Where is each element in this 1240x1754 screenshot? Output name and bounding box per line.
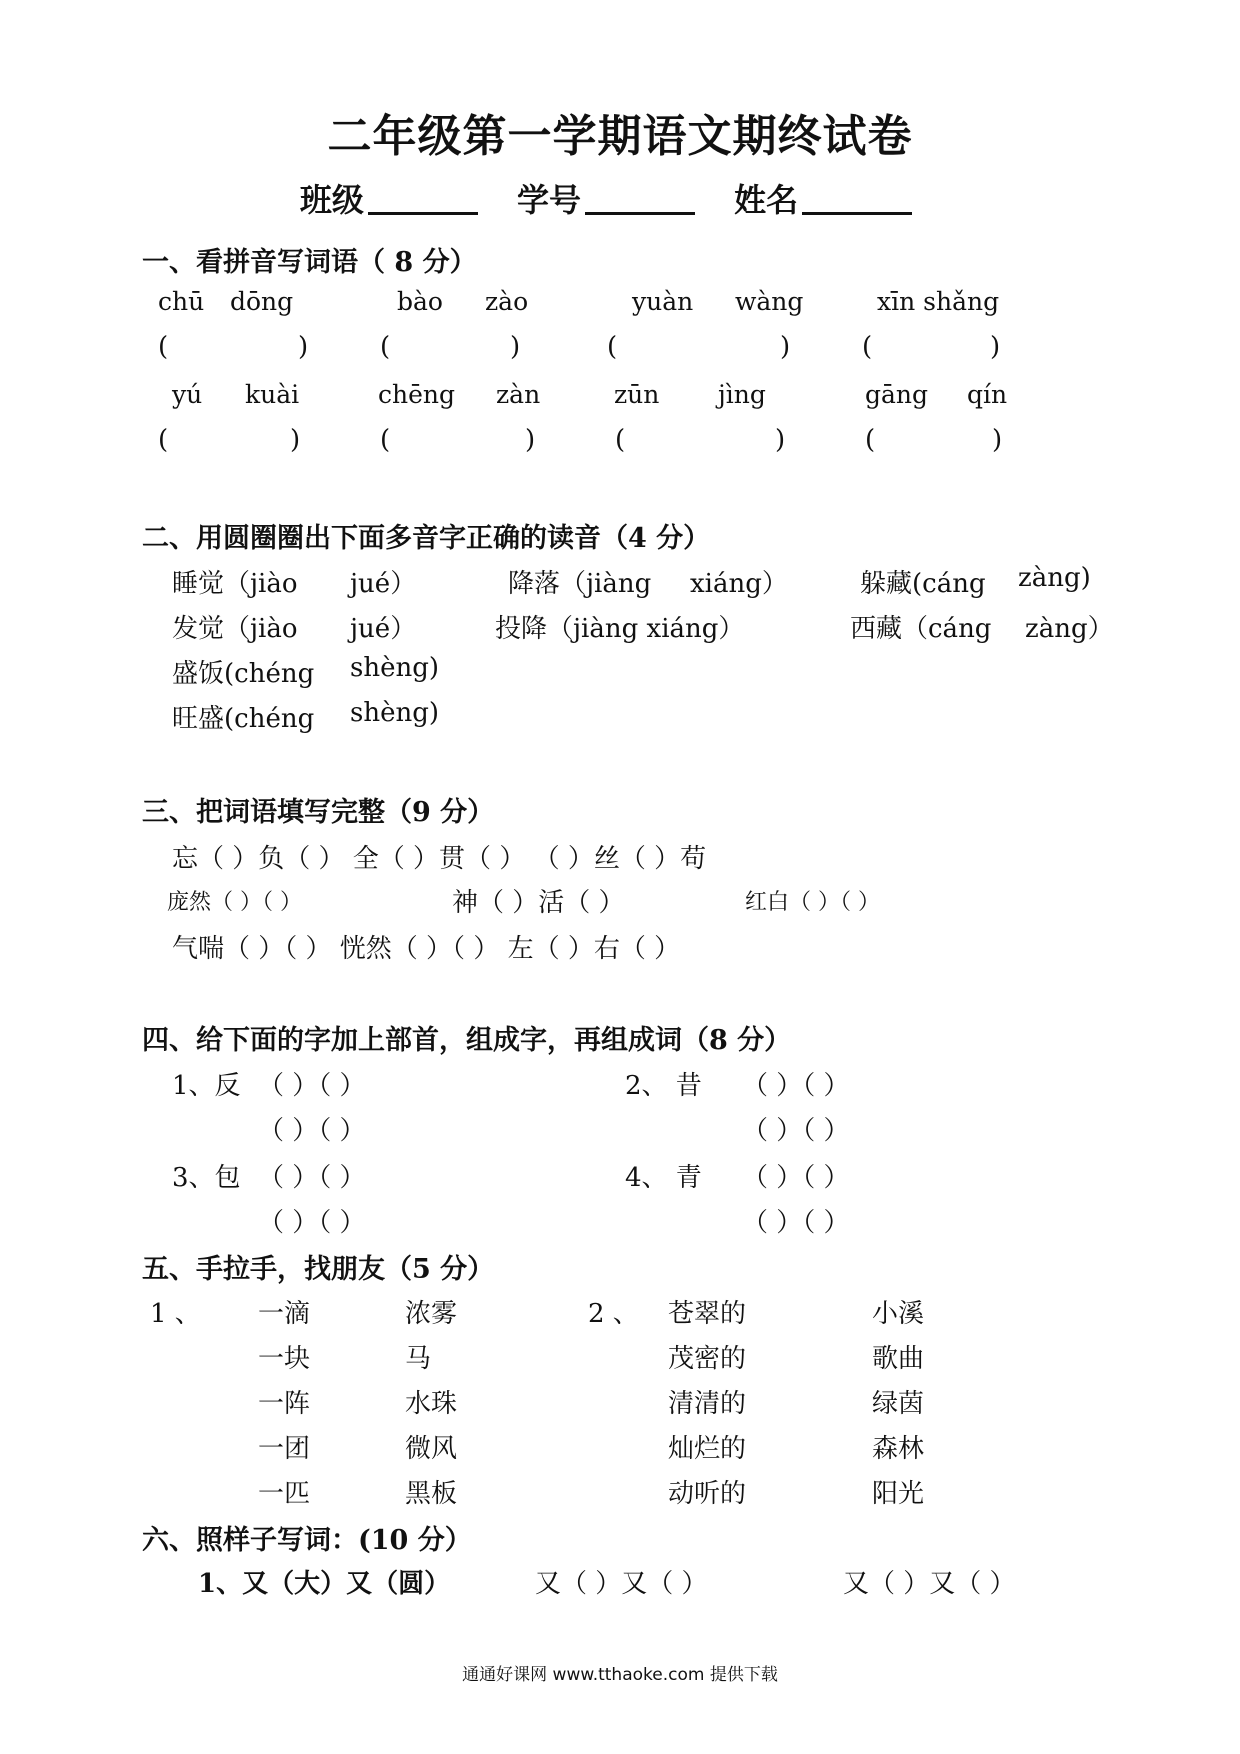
pinyin: gāng	[865, 380, 929, 409]
answer-paren-open: (	[158, 332, 169, 362]
match-word: 阳光	[872, 1479, 925, 1509]
answer-paren-close: )	[510, 332, 521, 362]
match-word: 一块	[258, 1344, 311, 1374]
polyphone-item: 降落（jiàng	[508, 569, 652, 599]
radical-blanks: （ ）（ ）	[742, 1116, 850, 1146]
radical-char: 4、 青	[625, 1163, 702, 1193]
radical-blanks: （ ）（ ）	[742, 1071, 850, 1101]
pinyin: jìng	[718, 380, 766, 409]
polyphone-item: zàng）	[1025, 614, 1114, 644]
radical-blanks: （ ）（ ）	[742, 1208, 850, 1238]
pinyin: qín	[967, 380, 1008, 409]
idiom-item: 红白（ ）（ ）	[745, 890, 880, 915]
section-5-heading: 五、手拉手，找朋友（5 分）	[142, 1254, 495, 1285]
polyphone-item: xiáng）	[690, 569, 788, 599]
pinyin: bào	[397, 287, 443, 316]
section-4-heading: 四、给下面的字加上部首，组成字，再组成词（8 分）	[142, 1025, 792, 1056]
id-label: 学号	[516, 181, 581, 219]
match-word: 歌曲	[872, 1344, 925, 1374]
group-number: 2 、	[588, 1299, 639, 1329]
polyphone-item: zàng)	[1018, 563, 1091, 593]
answer-paren-close: )	[525, 425, 536, 455]
radical-char: 2、 昔	[625, 1071, 702, 1101]
match-word: 清清的	[668, 1389, 747, 1419]
answer-paren-open: (	[607, 332, 618, 362]
polyphone-item: shèng)	[350, 698, 440, 728]
class-label: 班级	[299, 181, 364, 219]
pinyin: zàn	[496, 380, 541, 409]
pinyin: zào	[485, 287, 529, 316]
answer-paren-open: (	[615, 425, 626, 455]
polyphone-item: 躲藏(cáng	[860, 569, 986, 599]
answer-paren-close: )	[290, 425, 301, 455]
example-word: 1、又（大）又（圆）	[198, 1569, 451, 1599]
radical-char: 1、反	[172, 1071, 241, 1101]
section-3-heading: 三、把词语填写完整（9 分）	[142, 797, 495, 828]
idiom-item: 庞然（ ）（ ）	[167, 890, 302, 915]
radical-blanks: （ ）（ ）	[258, 1208, 366, 1238]
name-blank[interactable]	[802, 182, 912, 215]
idiom-row: 忘（ ）负（ ） 全（ ）贯（ ） （ ）丝（ ）苟	[172, 844, 707, 874]
polyphone-item: 旺盛(chéng	[172, 704, 315, 734]
match-word: 浓雾	[405, 1299, 458, 1329]
class-blank[interactable]	[368, 182, 478, 215]
section-1-heading: 一、看拼音写词语（ 8 分）	[142, 247, 477, 278]
match-word: 水珠	[405, 1389, 458, 1419]
answer-paren-open: (	[158, 425, 169, 455]
match-word: 苍翠的	[668, 1299, 747, 1329]
match-word: 绿茵	[872, 1389, 925, 1419]
pinyin: chēng	[378, 380, 456, 409]
match-word: 一匹	[258, 1479, 311, 1509]
polyphone-item: jué）	[350, 614, 417, 644]
id-blank[interactable]	[585, 182, 695, 215]
match-word: 茂密的	[668, 1344, 747, 1374]
match-word: 灿烂的	[668, 1434, 747, 1464]
pinyin: yuàn	[632, 287, 694, 316]
answer-paren-close: )	[298, 332, 309, 362]
pinyin: chū	[158, 287, 205, 316]
match-word: 马	[405, 1344, 432, 1374]
polyphone-item: 盛饭(chéng	[172, 659, 315, 689]
blank-word: 又（ ）又（ ）	[535, 1569, 708, 1599]
radical-blanks: （ ）（ ）	[258, 1163, 366, 1193]
section-6-heading: 六、照样子写词：(10 分）	[142, 1525, 472, 1556]
answer-paren-close: )	[990, 332, 1001, 362]
answer-paren-close: )	[775, 425, 786, 455]
section-2-heading: 二、用圆圈圈出下面多音字正确的读音（4 分）	[142, 523, 711, 554]
match-word: 微风	[405, 1434, 458, 1464]
answer-paren-open: (	[862, 332, 873, 362]
polyphone-item: jué）	[350, 569, 417, 599]
radical-char: 3、包	[172, 1163, 241, 1193]
group-number: 1 、	[150, 1299, 201, 1329]
idiom-item: 神（ ）活（ ）	[452, 888, 625, 918]
pinyin: wàng	[735, 287, 804, 316]
match-word: 森林	[872, 1434, 925, 1464]
match-word: 动听的	[668, 1479, 747, 1509]
pinyin: dōng	[230, 287, 294, 316]
pinyin: xīn shǎng	[877, 287, 1000, 316]
polyphone-item: shèng)	[350, 653, 440, 683]
footer-note: 通通好课网 www.tthaoke.com 提供下载	[462, 1665, 778, 1685]
answer-paren-close: )	[992, 425, 1003, 455]
page-title: 二年级第一学期语文期终试卷	[327, 111, 913, 162]
match-word: 一滴	[258, 1299, 311, 1329]
polyphone-item: 投降（jiàng xiáng）	[495, 614, 745, 644]
radical-blanks: （ ）（ ）	[258, 1116, 366, 1146]
polyphone-item: 睡觉（jiào	[172, 569, 298, 599]
answer-paren-close: )	[780, 332, 791, 362]
match-word: 一团	[258, 1434, 311, 1464]
answer-paren-open: (	[380, 332, 391, 362]
student-info	[0, 175, 1240, 221]
radical-blanks: （ ）（ ）	[742, 1163, 850, 1193]
match-word: 一阵	[258, 1389, 311, 1419]
pinyin: zūn	[614, 380, 660, 409]
pinyin: kuài	[245, 380, 300, 409]
radical-blanks: （ ）（ ）	[258, 1071, 366, 1101]
answer-paren-open: (	[865, 425, 876, 455]
answer-paren-open: (	[380, 425, 391, 455]
polyphone-item: 发觉（jiào	[172, 614, 298, 644]
idiom-row: 气喘（ ）（ ） 恍然（ ）（ ） 左（ ）右（ ）	[172, 934, 681, 964]
name-label: 姓名	[734, 181, 799, 219]
blank-word: 又（ ）又（ ）	[843, 1569, 1016, 1599]
match-word: 黑板	[405, 1479, 458, 1509]
polyphone-item: 西藏（cáng	[850, 614, 992, 644]
match-word: 小溪	[872, 1299, 925, 1329]
pinyin: yú	[172, 380, 203, 409]
